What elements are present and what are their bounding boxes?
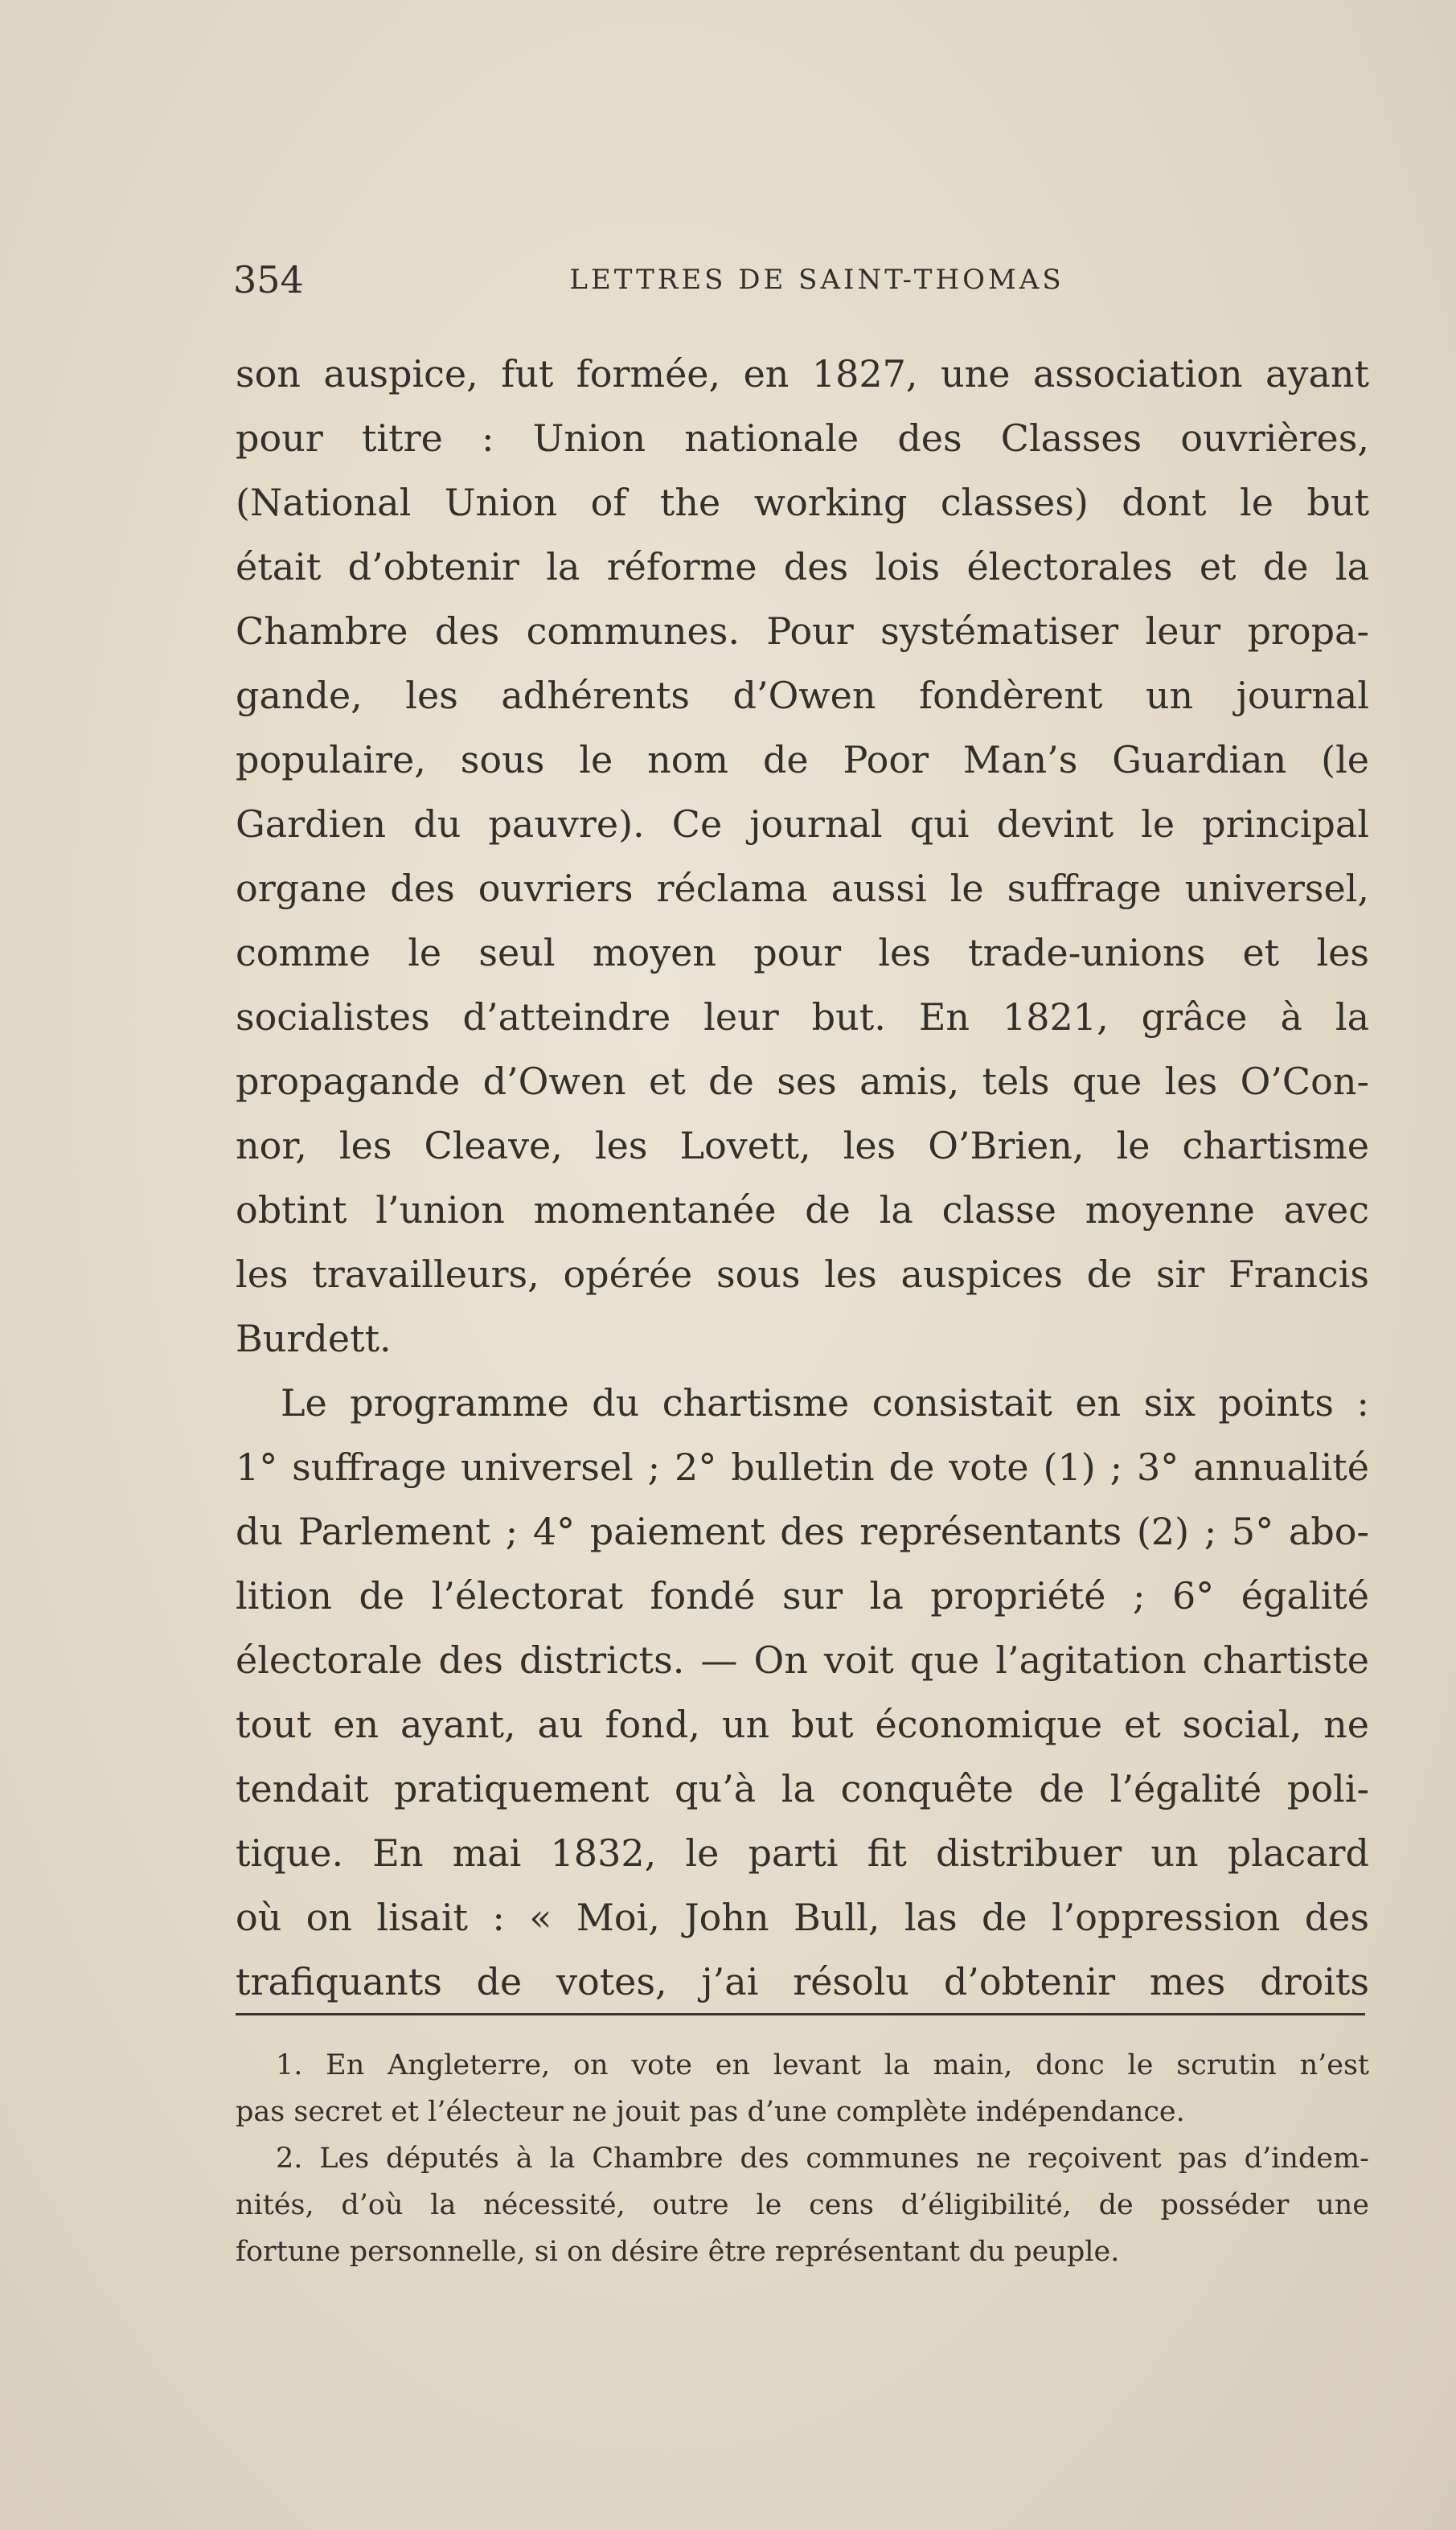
page-header [233,256,1368,304]
text-line: trafiquants de votes, j’ai résolu d’obtenir mes droits [236,1960,1369,2003]
text-line: les travailleurs, opérée sous les auspices de sir Francis [236,1253,1369,1296]
footnotes [236,2042,1369,2275]
footnote-2-line: nités, d’où la nécessité, outre le cens d’éligibilité, de posséder une [236,2189,1369,2221]
text-line: lition de l’électorat fondé sur la propriété ; 6° égalité [236,1574,1369,1618]
text-line: pour titre : Union nationale des Classes ouvrières, [236,416,1369,460]
paragraph-start-line: Le programme du chartisme consistait en six points : [281,1381,1369,1425]
text-line: son auspice, fut formée, en 1827, une association ayant [236,352,1369,396]
text-line: (National Union of the working classes) dont le but [236,481,1369,524]
text-line: nor, les Cleave, les Lovett, les O’Brien, le chartisme [236,1124,1369,1167]
footnote-divider [236,2013,1365,2015]
footnote-2-line: 2. Les députés à la Chambre des communes ne reçoivent pas d’indem- [276,2143,1369,2175]
text-line: obtint l’union momentanée de la classe moyenne avec [236,1188,1369,1232]
text-line: Chambre des communes. Pour systématiser leur propa- [236,609,1369,653]
text-line: tique. En mai 1832, le parti fit distribuer un placard [236,1831,1369,1875]
footnote-1-line: pas secret et l’électeur ne jouit pas d’une complète indépendance. [236,2096,1185,2128]
text-line: organe des ouvriers réclama aussi le suffrage universel, [236,867,1369,910]
text-line: tendait pratiquement qu’à la conquête de l’égalité poli- [236,1767,1369,1810]
text-line: était d’obtenir la réforme des lois électorales et de la [236,545,1369,588]
text-line: électorale des districts. — On voit que l’agitation chartiste [236,1638,1369,1682]
running-title: LETTRES DE SAINT-THOMAS [569,264,1064,296]
text-line: Gardien du pauvre). Ce journal qui devint le principal [236,802,1369,846]
footnote-1-line: 1. En Angleterre, on vote en levant la main, donc le scrutin n’est [276,2049,1369,2081]
text-line: tout en ayant, au fond, un but économique et social, ne [236,1703,1369,1746]
paragraph-end-line: Burdett. [236,1317,392,1360]
text-line: socialistes d’atteindre leur but. En 1821, grâce à la [236,995,1369,1039]
text-line: comme le seul moyen pour les trade-unions et les [236,931,1369,974]
text-line: où on lisait : « Moi, John Bull, las de l’oppression des [236,1896,1369,1939]
main-text [236,342,1369,2014]
footnote-2-line: fortune personnelle, si on désire être représentant du peuple. [236,2236,1120,2268]
text-line: populaire, sous le nom de Poor Man’s Guardian (le [236,738,1369,781]
page-number: 354 [233,258,304,301]
text-line: du Parlement ; 4° paiement des représentants (2) ; 5° abo- [236,1510,1369,1553]
text-line: gande, les adhérents d’Owen fondèrent un journal [236,674,1369,717]
text-line: propagande d’Owen et de ses amis, tels que les O’Con- [236,1060,1369,1103]
text-line: 1° suffrage universel ; 2° bulletin de vote (1) ; 3° annualité [236,1445,1369,1489]
